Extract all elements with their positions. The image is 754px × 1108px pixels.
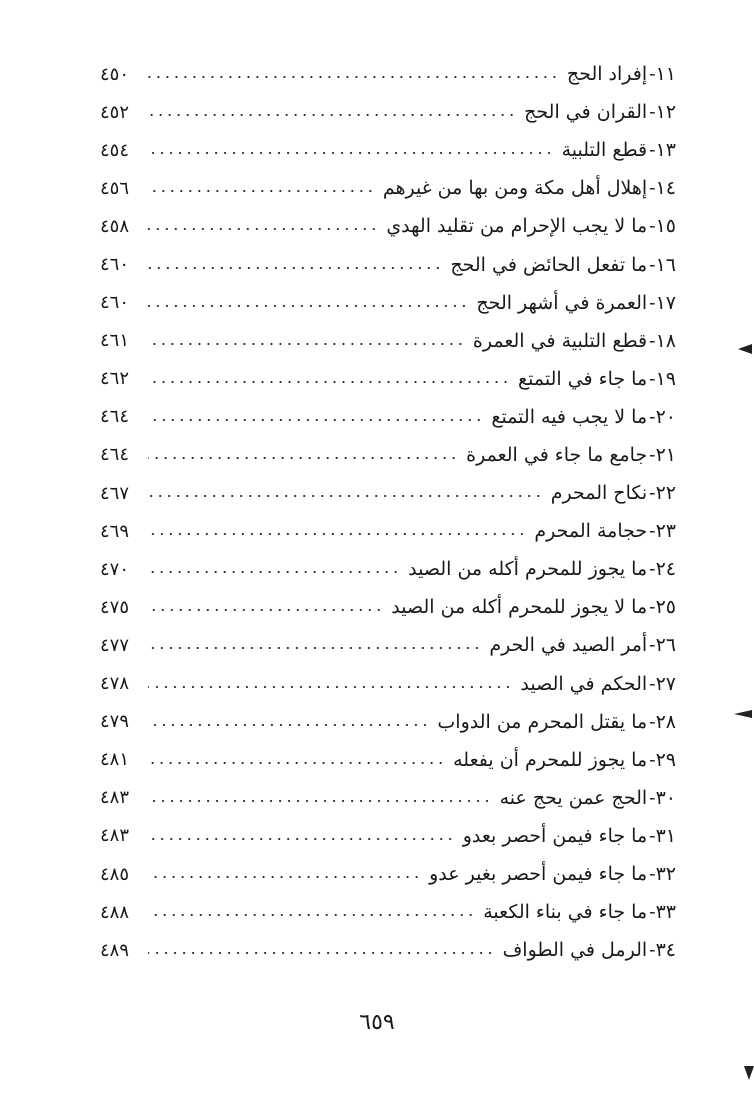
entry-number: ٢٩- bbox=[649, 748, 676, 771]
dot-leader bbox=[148, 608, 383, 612]
dot-leader bbox=[148, 532, 526, 536]
toc-entry bbox=[100, 741, 676, 779]
page-number: ٦٥٩ bbox=[359, 1010, 395, 1035]
entry-number: ١٣- bbox=[649, 139, 676, 162]
entry-title: حجامة المحرم bbox=[534, 520, 648, 543]
entry-title: ما يجوز للمحرم أن يفعله bbox=[453, 748, 648, 771]
entry-title: ما لا يجب الإحرام من تقليد الهدي bbox=[386, 215, 648, 238]
entry-number: ١٨- bbox=[649, 329, 676, 352]
dot-leader bbox=[148, 761, 445, 765]
entry-title: ما جاء فيمن أحصر بغير عدو bbox=[429, 863, 648, 886]
entry-page-number: ٤٦٢ bbox=[100, 368, 130, 390]
entry-page-number: ٤٦٤ bbox=[100, 406, 130, 428]
entry-number: ٢٥- bbox=[649, 596, 676, 619]
entry-page-number: ٤٥٦ bbox=[100, 177, 130, 199]
entry-number: ٣٢- bbox=[649, 863, 676, 886]
dot-leader bbox=[148, 189, 375, 193]
entry-page-number: ٤٥٤ bbox=[100, 139, 130, 161]
toc-entry bbox=[100, 931, 676, 969]
entry-title: العمرة في أشهر الحج bbox=[476, 291, 648, 314]
toc-entry bbox=[100, 855, 676, 893]
entry-number: ١٧- bbox=[649, 291, 676, 314]
entry-title: الحج عمن يحج عنه bbox=[499, 786, 648, 809]
entry-page-number: ٤٨١ bbox=[100, 749, 130, 771]
entry-number: ١٢- bbox=[649, 101, 676, 124]
toc-entry bbox=[100, 284, 676, 322]
entry-title: الرمل في الطواف bbox=[502, 939, 648, 962]
dot-leader bbox=[148, 227, 378, 231]
entry-number: ٣٠- bbox=[649, 786, 676, 809]
entry-page-number: ٤٧٥ bbox=[100, 596, 130, 618]
entry-number: ٢٦- bbox=[649, 634, 676, 657]
entry-number: ٣٤- bbox=[649, 939, 676, 962]
entry-number: ١٦- bbox=[649, 253, 676, 276]
toc-entry bbox=[100, 512, 676, 550]
entry-title: قطع التلبية bbox=[561, 139, 648, 162]
entry-number: ١٩- bbox=[649, 367, 676, 390]
toc-entry bbox=[100, 550, 676, 588]
dot-leader bbox=[148, 799, 492, 803]
entry-title: إفراد الحج bbox=[566, 63, 648, 86]
toc-entry bbox=[100, 55, 676, 93]
margin-mark bbox=[734, 710, 752, 718]
dot-leader bbox=[148, 151, 554, 155]
toc-entry bbox=[100, 665, 676, 703]
toc-entry bbox=[100, 893, 676, 931]
entry-page-number: ٤٦٠ bbox=[100, 254, 130, 276]
entry-number: ٢٠- bbox=[649, 405, 676, 428]
entry-title: القران في الحج bbox=[524, 101, 648, 124]
entry-title: ما لا يجب فيه التمتع bbox=[491, 405, 648, 428]
toc-entry bbox=[100, 436, 676, 474]
dot-leader bbox=[148, 456, 458, 460]
toc-entry bbox=[100, 245, 676, 283]
entry-title: ما لا يجوز للمحرم أكله من الصيد bbox=[391, 596, 648, 619]
dot-leader bbox=[148, 266, 442, 270]
entry-number: ٢٢- bbox=[649, 482, 676, 505]
entry-title: إهلال أهل مكة ومن بها من غيرهم bbox=[382, 177, 648, 200]
entry-number: ١٤- bbox=[649, 177, 676, 200]
entry-title: نكاح المحرم bbox=[550, 482, 648, 505]
toc-entry bbox=[100, 207, 676, 245]
entry-title: جامع ما جاء في العمرة bbox=[466, 443, 648, 466]
toc-entry bbox=[100, 360, 676, 398]
toc-entry bbox=[100, 626, 676, 664]
dot-leader bbox=[148, 570, 400, 574]
dot-leader bbox=[148, 646, 481, 650]
entry-page-number: ٤٧٧ bbox=[100, 634, 130, 656]
toc-entry bbox=[100, 322, 676, 360]
entry-page-number: ٤٦٤ bbox=[100, 444, 130, 466]
entry-title: ما جاء في التمتع bbox=[518, 367, 648, 390]
toc-entry bbox=[100, 817, 676, 855]
dot-leader bbox=[148, 113, 516, 117]
dot-leader bbox=[148, 75, 559, 79]
entry-title: ما جاء في بناء الكعبة bbox=[483, 901, 648, 924]
entry-title: أمر الصيد في الحرم bbox=[489, 634, 648, 657]
entry-page-number: ٤٥٠ bbox=[100, 63, 130, 85]
entry-title: قطع التلبية في العمرة bbox=[472, 329, 648, 352]
dot-leader bbox=[148, 913, 475, 917]
entry-page-number: ٤٦٩ bbox=[100, 520, 130, 542]
entry-title: ما جاء فيمن أحصر بعدو bbox=[462, 824, 648, 847]
entry-title: ما يقتل المحرم من الدواب bbox=[437, 710, 648, 733]
entry-page-number: ٤٦١ bbox=[100, 330, 130, 352]
entry-page-number: ٤٥٨ bbox=[100, 215, 130, 237]
entry-page-number: ٤٨٥ bbox=[100, 863, 130, 885]
entry-page-number: ٤٥٢ bbox=[100, 101, 130, 123]
dot-leader bbox=[148, 304, 468, 308]
entry-number: ٢٤- bbox=[649, 558, 676, 581]
dot-leader bbox=[148, 875, 421, 879]
entry-number: ١٥- bbox=[649, 215, 676, 238]
dot-leader bbox=[148, 418, 483, 422]
entry-page-number: ٤٧٠ bbox=[100, 558, 130, 580]
table-of-contents bbox=[100, 55, 676, 969]
entry-page-number: ٤٧٨ bbox=[100, 673, 130, 695]
toc-entry bbox=[100, 588, 676, 626]
entry-number: ٣٣- bbox=[649, 901, 676, 924]
entry-page-number: ٤٦٧ bbox=[100, 482, 130, 504]
entry-page-number: ٤٨٣ bbox=[100, 787, 130, 809]
margin-mark bbox=[738, 344, 752, 354]
entry-number: ٢١- bbox=[649, 443, 676, 466]
entry-number: ١١- bbox=[649, 63, 676, 86]
entry-number: ٢٣- bbox=[649, 520, 676, 543]
margin-mark bbox=[744, 1066, 754, 1080]
toc-entry bbox=[100, 703, 676, 741]
toc-entry bbox=[100, 131, 676, 169]
toc-entry bbox=[100, 93, 676, 131]
entry-number: ٣١- bbox=[649, 824, 676, 847]
toc-entry bbox=[100, 474, 676, 512]
entry-number: ٢٨- bbox=[649, 710, 676, 733]
entry-page-number: ٤٨٨ bbox=[100, 901, 130, 923]
entry-page-number: ٤٨٣ bbox=[100, 825, 130, 847]
dot-leader bbox=[148, 837, 455, 841]
entry-title: ما تفعل الحائض في الحج bbox=[450, 253, 648, 276]
dot-leader bbox=[148, 723, 429, 727]
toc-entry bbox=[100, 398, 676, 436]
entry-title: ما يجوز للمحرم أكله من الصيد bbox=[408, 558, 648, 581]
toc-entry bbox=[100, 169, 676, 207]
entry-page-number: ٤٦٠ bbox=[100, 292, 130, 314]
entry-number: ٢٧- bbox=[649, 672, 676, 695]
entry-page-number: ٤٨٩ bbox=[100, 939, 130, 961]
dot-leader bbox=[148, 494, 543, 498]
dot-leader bbox=[148, 951, 495, 955]
dot-leader bbox=[148, 380, 510, 384]
dot-leader bbox=[148, 342, 465, 346]
toc-entry bbox=[100, 779, 676, 817]
entry-title: الحكم في الصيد bbox=[520, 672, 648, 695]
dot-leader bbox=[148, 685, 512, 689]
entry-page-number: ٤٧٩ bbox=[100, 711, 130, 733]
